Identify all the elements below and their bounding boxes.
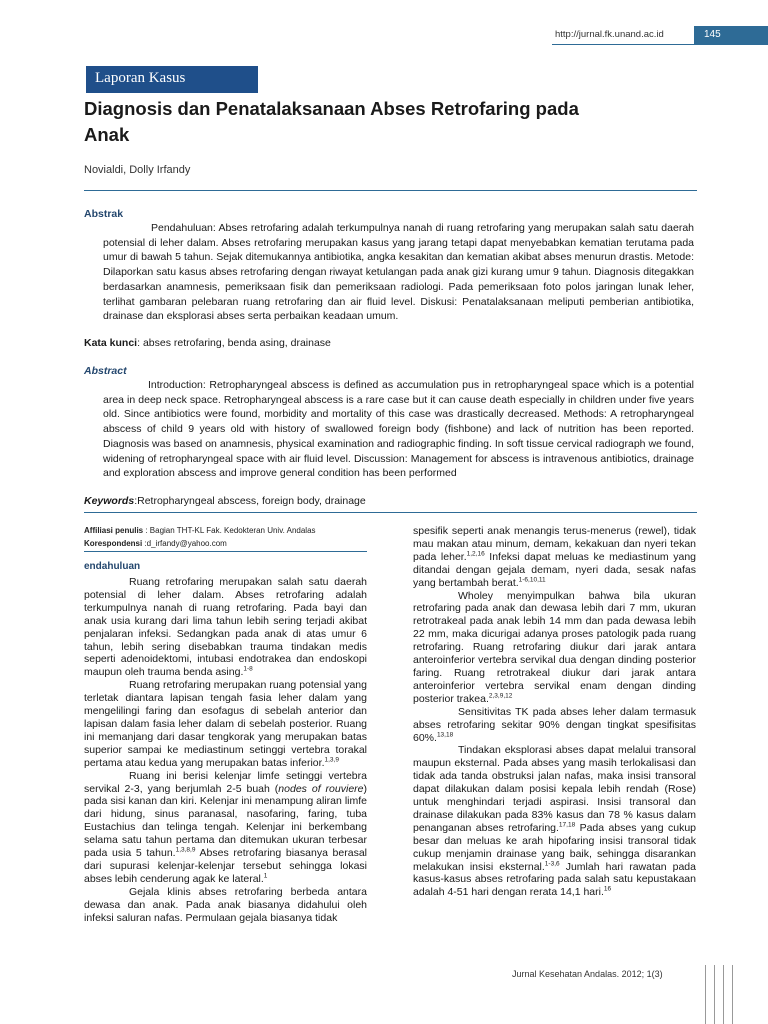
left-paragraph-4: Gejala klinis abses retrofaring berbeda antara dewasa dan anak. Pada anak biasanya didahului oleh infeksi saluran nafas. Permulaan gejala biasanya tidak [84,885,367,924]
keywords [84,495,366,507]
abstract-text: Introduction: Retropharyngeal abscess is defined as accumulation pus in retropharyngeal space which is a potential area in deep neck space. Retropharyngeal abscess is a rare case but it can cause death especially in children under five years old. Since antibiotics were found, morbidity and mortality of this case was drastically decreased. Methods: A retropharyngeal abscess of child 9 years old with history of swallowed foreign body (fishbone) and lack of nutrition has been reported. Diagnosis was based on anamnesis, physical examination and radiographic finding. In soft tissue cervical radiograph we found, widening of retropharyngeal space with air fluid level. Discussion: Management for abscess is intravenous antibiotics, drainage and exploration abscess and improve general condition has been performed [103,379,694,480]
right-paragraph-1: spesifik seperti anak menangis terus-menerus (rewel), tidak mau makan atau minum, demam, kekakuan dan nyeri tekan pada leher.$^{1,2,16}$ Infeksi dapat meluas ke mediastinum yang ditandai dengan gejala demam, nyeri dada, sesak nafas yang bertambah berat.$^{1-6,10,11}$ [413,525,696,589]
correspondence-value: :d_irfandy@yahoo.com [142,539,227,548]
kata-kunci-label: Kata kunci [84,337,138,349]
journal-url: http://jurnal.fk.unand.ac.id [555,29,664,40]
abstrak-label: Abstrak [84,208,124,220]
kata-kunci [84,337,331,349]
divider-abstract [84,512,697,513]
left-paragraph-1: Ruang retrofaring merupakan salah satu daerah potensial di leher dalam. Abses retrofaring adalah terkumpulnya nanah di ruang retrofaring. Pada bayi dan anak usia kurang dari lima tahun lebih sering terjadi akibat penjalaran infeksi. Sedangkan pada anak di atas umur 6 tahun, lebih sering disebabkan trauma tindakan medis seperti adenoidektomi, intubasi endotrakea dan endoskopi maupun oleh trauma benda asing.$^{1-8}$ [84,576,367,679]
right-column [413,525,696,899]
left-paragraph-3: Ruang ini berisi kelenjar limfe setinggi vertebra servikal 2-3, yang berjumlah 2-5 buah (nodes of rouviere) pada sisi kanan dan kiri. Kelenjar ini menampung aliran limfe dari hidung, sinus paranasal, nasofaring, faring, tuba Eustachius dan telinga tengah. Kelenjar ini berkembang selama satu tahun pertama dan ditemukan ukuran terbesar pada usia 5 tahun.$^{1,3,8,9}$ Abses retrofaring biasanya berasal dari supurasi kelenjar-kelenjar tersebut sehingga lokasi abses lebih cenderung agak ke lateral.$^1$ [84,769,367,885]
left-paragraph-2: Ruang retrofaring merupakan ruang potensial yang terletak diantara lapisan tengah fasia leher dalam yang mengelilingi faring dan esofagus di sebelah anterior dan lapisan dalam fasia leher dalam di sebelah posterior. Ruang ini memanjang dari dasar tengkorak yang merupakan batas superior sampai ke mediastinum setinggi vertebra torakal pertama atau kedua yang merupakan batas inferior.$^{1,3,9}$ [84,679,367,769]
correspondence-label: Korespondensi [84,539,143,548]
keywords-label: Keywords [84,495,135,507]
header-rule [552,44,768,45]
pendahuluan-heading: endahuluan [84,561,141,572]
section-tag: Laporan Kasus [86,66,258,93]
affiliation-label: Affiliasi penulis [84,526,144,535]
journal-footer: Jurnal Kesehatan Andalas. 2012; 1(3) [512,969,663,979]
right-paragraph-2: Wholey menyimpulkan bahwa bila ukuran retrofaring pada anak dan dewasa lebih dari 7 mm, ukuran retrotrakeal pada anak lebih 14 mm dan pada dewasa lebih 22 mm, maka dicurigai adanya proses patologik pada ruang retrofaring. Ruang retrofaring diukur dari jarak antara anteroinferior vertebra servikal dua dengan dinding posterior faring. Ruang retrotrakeal diukur dari jarak antara anteroinferior vertebra servikal enam dengan dinding posterior trakea.$^{2,3,9,12}$ [413,589,696,705]
abstrak-text: Pendahuluan: Abses retrofaring adalah terkumpulnya nanah di ruang retrofaring yang merupakan salah satu daerah potensial di leher dalam. Abses retrofaring merupakan kasus yang jarang tetapi dapat menyebabkan kematian terutama pada umur di bawah 5 tahun. Sejak ditemukannya antibiotika, angka kesakitan dan kematian akibat abses menurun drastis. Metode: Dilaporkan satu kasus abses retrofaring dengan riwayat ketulangan pada anak gizi kurang umur 9 tahun. Diagnosis ditegakkan berdasarkan anamnesis, pemeriksaan fisik dan pemeriksaan radiologi. Pada pemeriksaan foto polos jaringan lunak leher, terlihat gambaran pelebaran ruang retrofaring dan air fluid level. Diskusi: Penatalaksanaan meliputi pemberian antibiotika, drainase dan eksplorasi abses serta perbaikan keadaan umum. [103,222,694,323]
abstract-label: Abstract [84,365,127,377]
affiliation-rule [84,551,367,552]
authors: Novialdi, Dolly Irfandy [84,164,191,176]
divider-top [84,190,697,191]
page-number: 145 [694,26,768,44]
article-title: Diagnosis dan Penatalaksanaan Abses Retrofaring pada Anak [84,98,579,145]
left-column [84,576,367,924]
affiliation-block [84,524,316,550]
keywords-value: :Retropharyngeal abscess, foreign body, drainage [134,495,366,507]
footer-decoration [705,965,745,1024]
right-paragraph-4: Tindakan eksplorasi abses dapat melalui transoral maupun eksternal. Pada abses yang masih terlokalisasi dan tidak ada tanda obstruksi jalan nafas, maka insisi transoral dapat dilakukan dalam posisi kepala lebih rendah (Rose) untuk menghindari terjadi aspirasi. Insisi transoral dan drainase dilakukan pada 83% kasus dan 78 % kasus dalam penanganan abses retrofaring.$^{17,18}$ Pada abses yang cukup besar dan meluas ke arah hipofaring insisi transoral tidak cukup menjamin drainase yang baik, sehingga disarankan melakukan insisi eksternal.$^{1-3,6}$ Jumlah hari rawatan pada kasus-kasus abses retrofaring pada salah satu kepustakaan adalah 4-51 hari dengan rerata 14,1 hari.$^{16}$ [413,744,696,899]
kata-kunci-value: : abses retrofaring, benda asing, drainase [137,337,331,349]
affiliation-value: : Bagian THT-KL Fak. Kedokteran Univ. Andalas [143,526,316,535]
right-paragraph-3: Sensitivitas TK pada abses leher dalam termasuk abses retrofaring sekitar 90% dengan tingkat spesifisitas 60%.$^{13,18}$ [413,705,696,744]
